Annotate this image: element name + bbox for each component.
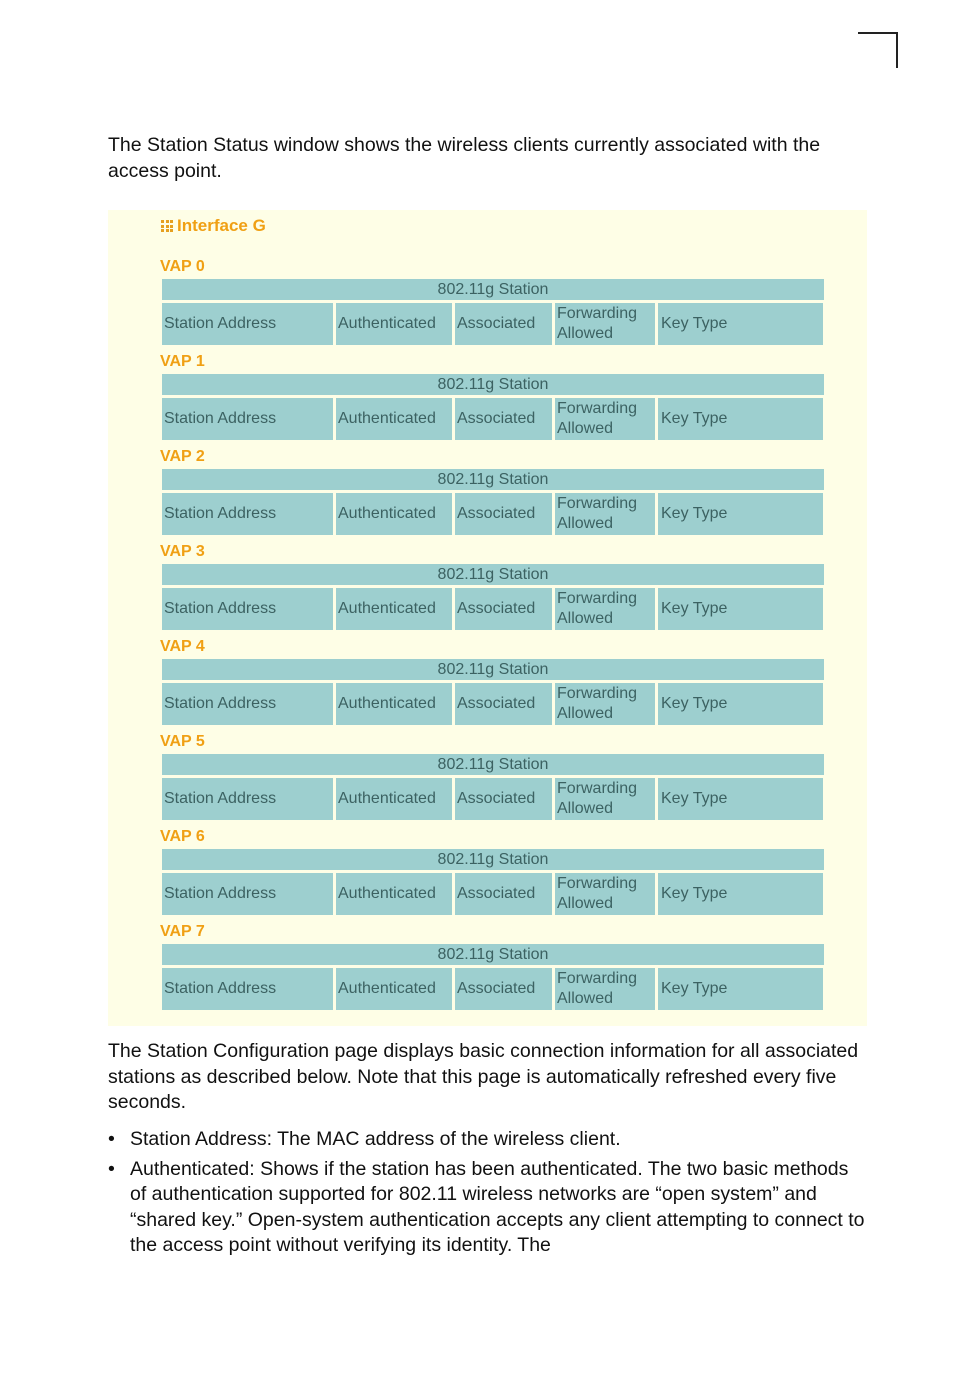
table-header-row <box>162 778 826 820</box>
column-header: Key Type <box>658 398 823 440</box>
column-header: Authenticated <box>336 873 452 915</box>
column-header: Station Address <box>162 493 333 535</box>
vap-label: VAP 5 <box>160 733 205 750</box>
grid-icon <box>161 220 173 232</box>
column-header: Forwarding Allowed <box>555 398 655 440</box>
column-header: Key Type <box>658 968 823 1010</box>
vap-section <box>160 733 825 828</box>
station-table-header: 802.11g Station <box>162 374 824 395</box>
column-header: Authenticated <box>336 398 452 440</box>
column-header: Station Address <box>162 303 333 345</box>
column-header: Station Address <box>162 968 333 1010</box>
vap-label: VAP 4 <box>160 638 205 655</box>
description-paragraph: The Station Configuration page displays basic connection information for all associated stations as described below. Note that this page is automatically refreshed every five seconds. <box>108 1040 859 1114</box>
vap-section <box>160 258 825 353</box>
bullet-text: Station Address: The MAC address of the wireless client. <box>130 1128 621 1150</box>
column-header: Station Address <box>162 588 333 630</box>
column-header: Authenticated <box>336 778 452 820</box>
column-header: Key Type <box>658 873 823 915</box>
bullet-text: Authenticated: Shows if the station has been authenticated. The two basic methods of authentication supported for 802.11 wireless networks are “open system” and “shared key.” Open-system authentication accepts any client attempting to connect to the access point without verifying its identity. The <box>130 1157 865 1257</box>
column-header: Authenticated <box>336 588 452 630</box>
column-header: Key Type <box>658 588 823 630</box>
station-table-header: 802.11g Station <box>162 564 824 585</box>
interface-title-text: Interface G <box>177 216 266 235</box>
column-header: Station Address <box>162 683 333 725</box>
table-header-row <box>162 968 826 1010</box>
station-table-header: 802.11g Station <box>162 469 824 490</box>
column-header: Station Address <box>162 778 333 820</box>
station-table-header: 802.11g Station <box>162 279 824 300</box>
table-header-row <box>162 493 826 535</box>
vap-section <box>160 543 825 638</box>
vap-label: VAP 2 <box>160 448 205 465</box>
column-header: Associated <box>455 968 552 1010</box>
column-header: Key Type <box>658 303 823 345</box>
column-header: Forwarding Allowed <box>555 873 655 915</box>
column-header: Associated <box>455 778 552 820</box>
column-header: Key Type <box>658 683 823 725</box>
table-header-row <box>162 873 826 915</box>
station-table-header: 802.11g Station <box>162 659 824 680</box>
list-item <box>108 1157 868 1259</box>
interface-title <box>161 215 266 237</box>
vap-label: VAP 6 <box>160 828 205 845</box>
column-header: Authenticated <box>336 493 452 535</box>
column-header: Forwarding Allowed <box>555 968 655 1010</box>
column-header: Associated <box>455 873 552 915</box>
column-header: Forwarding Allowed <box>555 493 655 535</box>
table-header-row <box>162 683 826 725</box>
table-header-row <box>162 398 826 440</box>
column-header: Forwarding Allowed <box>555 588 655 630</box>
page-corner-mark <box>858 32 898 68</box>
column-header: Key Type <box>658 493 823 535</box>
vap-section <box>160 353 825 448</box>
column-header: Forwarding Allowed <box>555 683 655 725</box>
vap-label: VAP 3 <box>160 543 205 560</box>
vap-section <box>160 638 825 733</box>
column-header: Key Type <box>658 778 823 820</box>
column-header: Associated <box>455 588 552 630</box>
bullet-marker: • <box>108 1157 115 1180</box>
vap-label: VAP 0 <box>160 258 205 275</box>
column-header: Station Address <box>162 873 333 915</box>
table-header-row <box>162 588 826 630</box>
station-table-header: 802.11g Station <box>162 944 824 965</box>
vap-section <box>160 448 825 543</box>
bullet-marker: • <box>108 1128 115 1150</box>
table-header-row <box>162 303 826 345</box>
list-item <box>108 1127 868 1153</box>
vap-section <box>160 828 825 923</box>
field-description-list <box>108 1127 868 1263</box>
vap-label: VAP 7 <box>160 923 205 940</box>
station-table-header: 802.11g Station <box>162 754 824 775</box>
column-header: Authenticated <box>336 303 452 345</box>
column-header: Authenticated <box>336 683 452 725</box>
column-header: Station Address <box>162 398 333 440</box>
column-header: Associated <box>455 398 552 440</box>
column-header: Forwarding Allowed <box>555 303 655 345</box>
column-header: Authenticated <box>336 968 452 1010</box>
intro-paragraph: The Station Status window shows the wireless clients currently associated with the access point. <box>108 134 821 182</box>
column-header: Forwarding Allowed <box>555 778 655 820</box>
vap-section <box>160 923 825 1018</box>
column-header: Associated <box>455 303 552 345</box>
column-header: Associated <box>455 683 552 725</box>
station-table-header: 802.11g Station <box>162 849 824 870</box>
station-status-panel <box>108 210 867 1026</box>
column-header: Associated <box>455 493 552 535</box>
vap-label: VAP 1 <box>160 353 205 370</box>
